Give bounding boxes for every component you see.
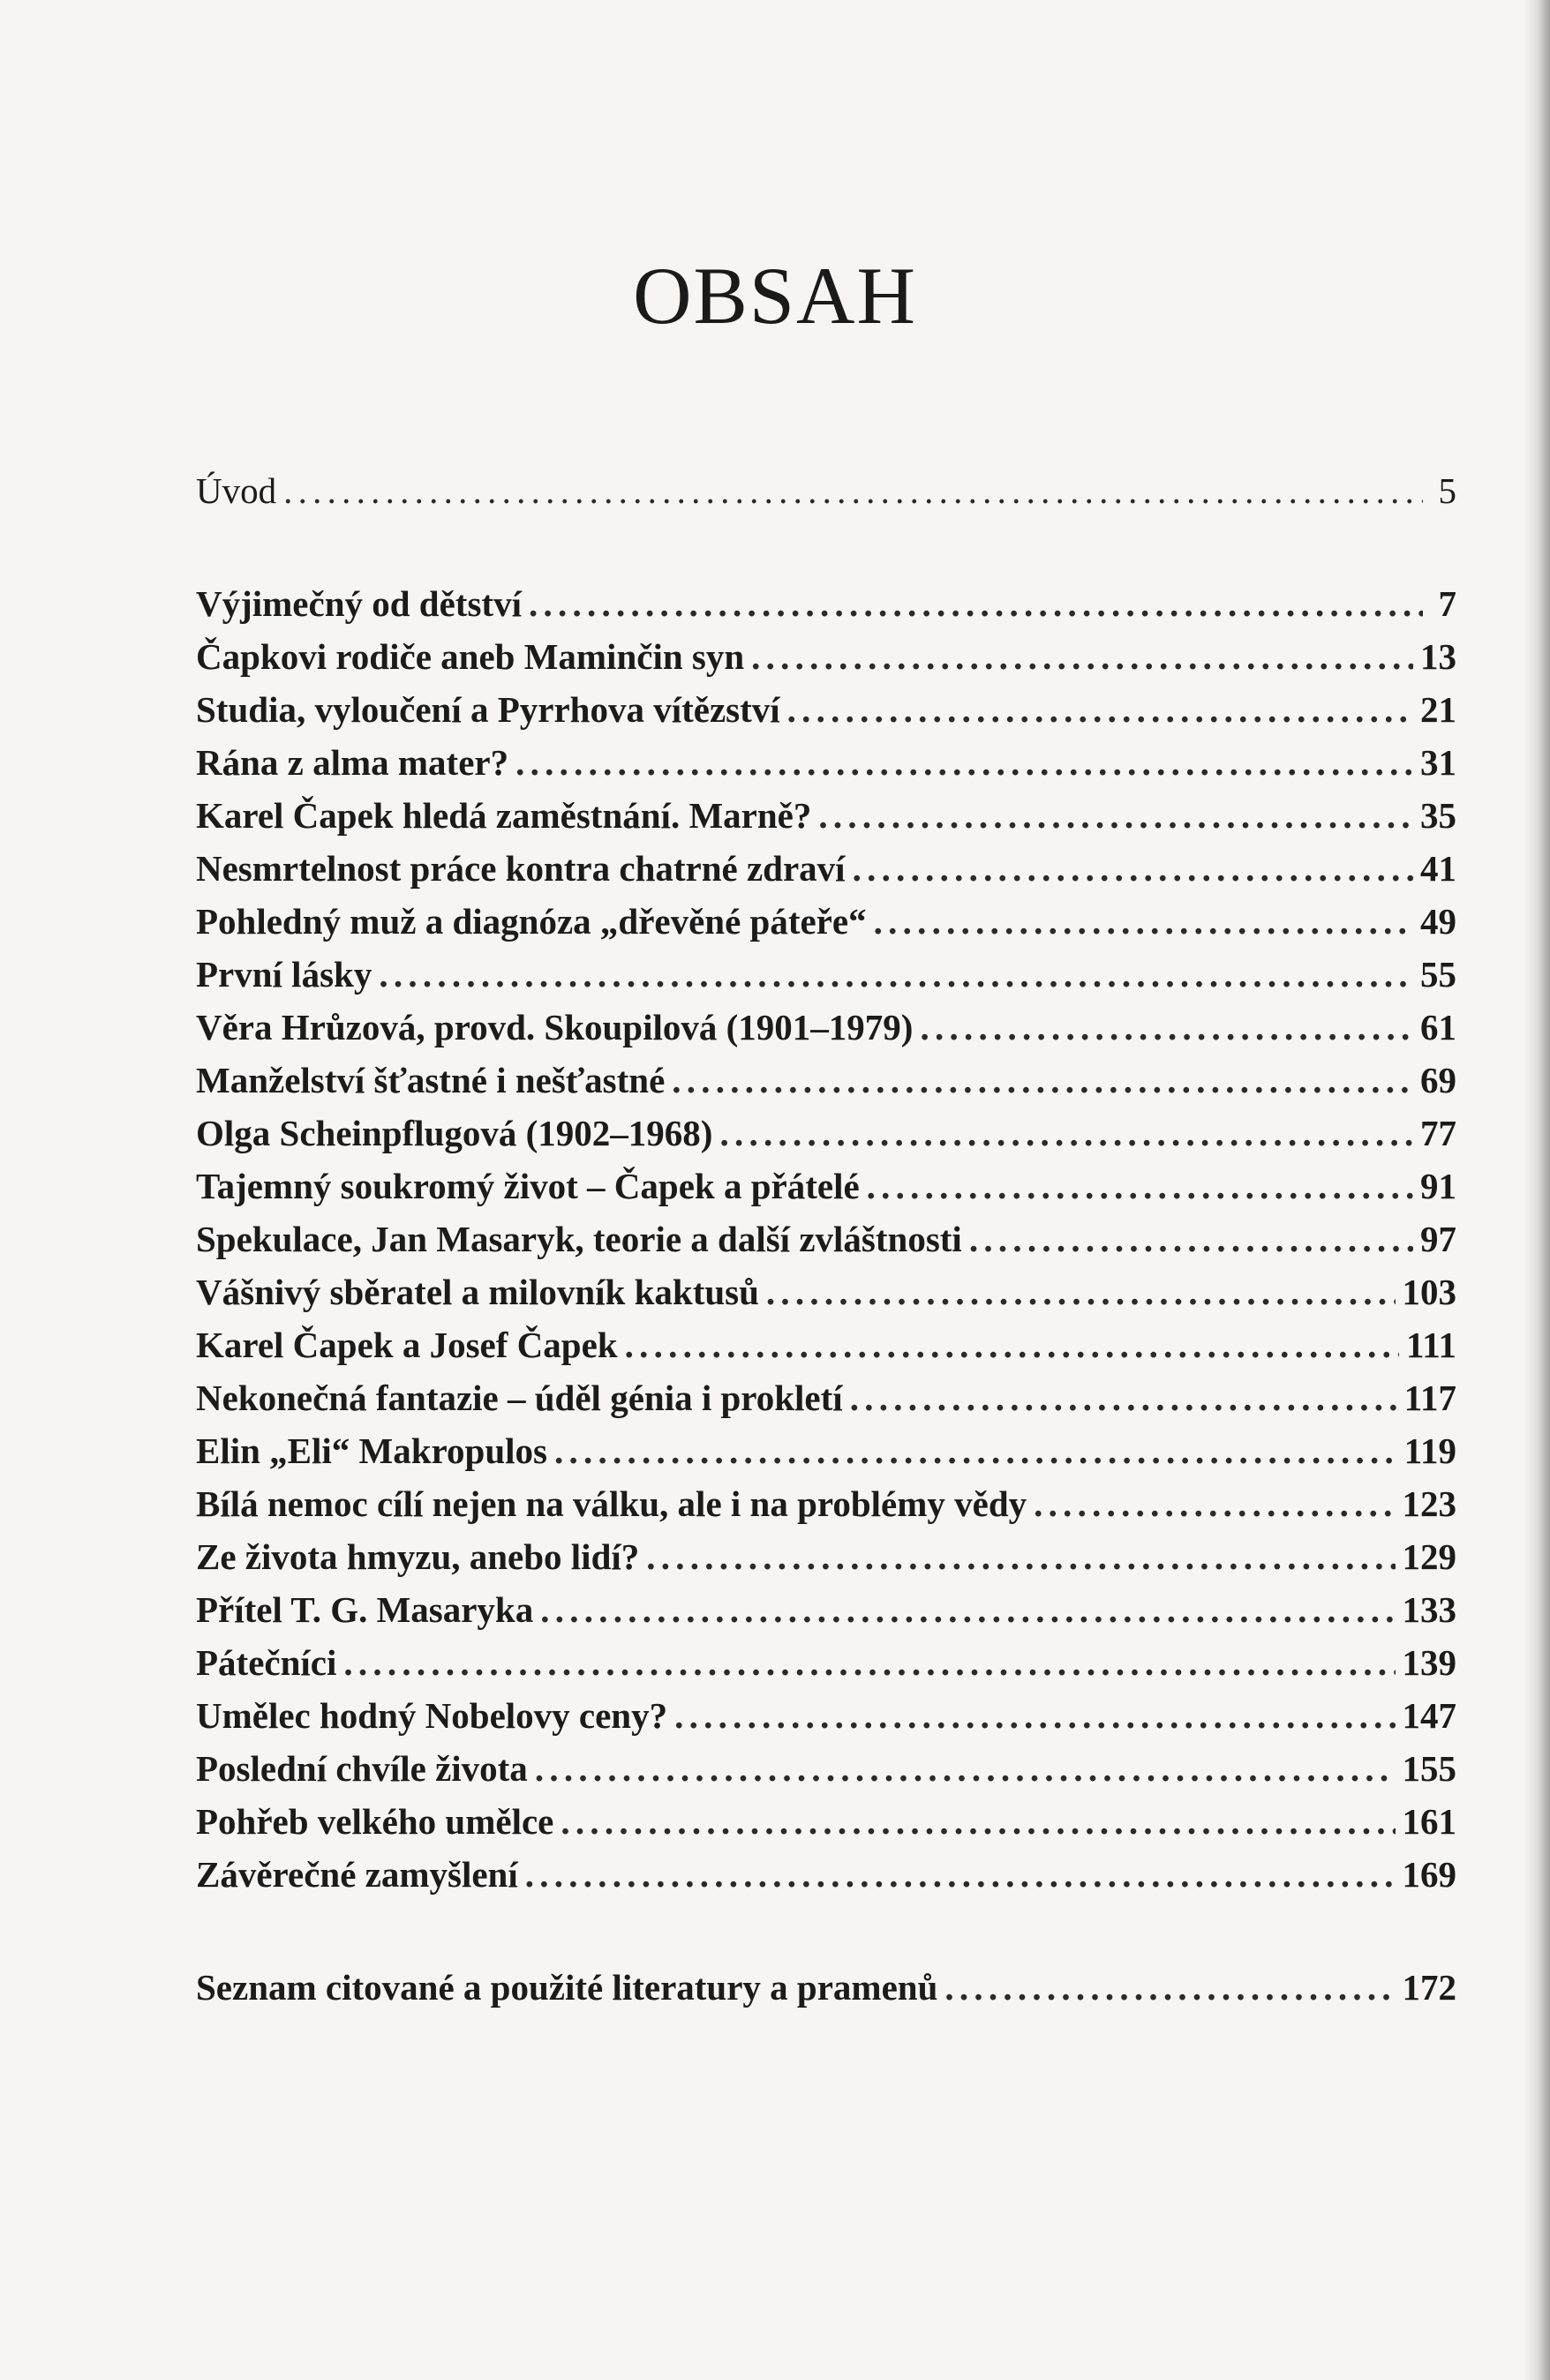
toc-entry [196,1588,1456,1641]
toc-entry-title: Nesmrtelnost práce kontra chatrné zdraví [196,848,846,889]
dot-leader [625,1324,1399,1366]
toc-entry-page: 61 [1420,1007,1456,1047]
toc-entry [196,635,1456,688]
toc-entry-page: 147 [1402,1695,1456,1736]
toc-entry-page: 172 [1402,1967,1456,2008]
toc-entry-title: Čapkovi rodiče aneb Maminčin syn [196,636,745,677]
toc-entry-title: Věra Hrůzová, provd. Skoupilová (1901–1979) [196,1007,914,1047]
toc-entry-title: Poslední chvíle života [196,1748,528,1789]
toc-entry [196,1853,1456,1906]
dot-leader [751,635,1413,678]
dot-leader [766,1271,1396,1313]
dot-leader [672,1059,1413,1101]
toc-entry-page: 155 [1402,1748,1456,1789]
toc-entry [196,1218,1456,1271]
dot-leader [1034,1483,1395,1525]
dot-leader [944,1966,1395,2008]
toc-entry-page: 117 [1403,1378,1456,1418]
dot-leader [561,1800,1395,1843]
toc-entry-title: Úvod [196,470,277,511]
dot-leader [674,1694,1395,1737]
toc-entry [196,900,1456,953]
toc-entry-title: Pohledný muž a diagnóza „dřevěné páteře“ [196,901,867,942]
toc-entry [196,1747,1456,1800]
toc-entry-page: 35 [1420,795,1456,836]
toc-entry-page: 119 [1403,1430,1456,1471]
toc-entry-page: 77 [1420,1113,1456,1153]
dot-leader [920,1006,1413,1048]
dot-leader [646,1535,1395,1578]
toc-entry-page: 133 [1402,1589,1456,1630]
toc-entry [196,1165,1456,1218]
toc-entry [196,741,1456,794]
toc-entry-title: Vášnivý sběratel a milovník kaktusů [196,1272,759,1312]
toc-entry-title: Manželství šťastné i nešťastné [196,1060,666,1100]
toc-entry-title: Karel Čapek hledá zaměstnání. Marně? [196,795,812,836]
toc-entry-title: Olga Scheinpflugová (1902–1968) [196,1113,713,1153]
toc-entry-title: Bílá nemoc cílí nejen na válku, ale i na problémy vědy [196,1483,1027,1524]
toc-entry-title: Pohřeb velkého umělce [196,1801,554,1842]
toc-entry-bibliography [196,1966,1456,2019]
dot-leader [529,582,1423,625]
toc-entry-page: 41 [1420,848,1456,889]
toc-entry-page: 91 [1420,1166,1456,1206]
toc-entry-page: 55 [1420,954,1456,995]
dot-leader [867,1165,1413,1207]
toc-entry [196,953,1456,1006]
toc-entry-title: Nekonečná fantazie – úděl génia i prokletí [196,1378,843,1418]
toc-entry [196,1324,1456,1377]
toc-entry [196,1535,1456,1588]
dot-leader [554,1430,1397,1472]
toc-entry-page: 97 [1420,1219,1456,1259]
toc-entry-title: Elin „Eli“ Makropulos [196,1430,547,1471]
toc-entry [196,847,1456,900]
dot-leader [283,469,1423,512]
toc-entry [196,1641,1456,1694]
dot-leader [874,900,1413,942]
page-edge-shadow [1524,0,1550,2380]
toc-entry-title: Pátečníci [196,1642,337,1683]
toc-entry [196,1059,1456,1112]
toc-entry-title: Přítel T. G. Masaryka [196,1589,534,1630]
toc-entry-page: 69 [1420,1060,1456,1100]
toc-entry-title: Ze života hmyzu, anebo lidí? [196,1536,640,1577]
toc-entry-page: 31 [1420,742,1456,783]
toc-entry-title: Výjimečný od dětství [196,583,522,624]
toc-entry-title: Rána z alma mater? [196,742,509,783]
dot-leader [853,847,1413,890]
toc-entry [196,794,1456,847]
dot-leader [850,1377,1397,1419]
toc-entry-page: 161 [1402,1801,1456,1842]
toc-entry-page: 13 [1420,636,1456,677]
toc-entry [196,1800,1456,1853]
toc-entry-page: 123 [1402,1483,1456,1524]
toc-entry-title: Seznam citované a použité literatury a pramenů [196,1967,938,2008]
toc-entry [196,1006,1456,1059]
toc-entry [196,1271,1456,1324]
toc-entry-page: 5 [1438,470,1456,511]
dot-leader [719,1112,1413,1154]
toc-entry-page: 139 [1402,1642,1456,1683]
toc-entry-page: 169 [1402,1854,1456,1895]
toc-entry-page: 103 [1402,1272,1456,1312]
toc-entry [196,1430,1456,1483]
toc-entry-title: Umělec hodný Nobelovy ceny? [196,1695,668,1736]
toc-entry [196,1377,1456,1430]
page-title: OBSAH [633,251,917,341]
toc-entry [196,688,1456,741]
toc-entry-title: Tajemný soukromý život – Čapek a přátelé [196,1166,860,1206]
toc-entry [196,469,1456,522]
dot-leader [818,794,1413,837]
toc-entry-page: 21 [1420,689,1456,730]
toc-entry-title: Studia, vyloučení a Pyrrhova vítězství [196,689,780,730]
toc-entry [196,582,1456,635]
dot-leader [343,1641,1395,1684]
dot-leader [969,1218,1413,1260]
dot-leader [535,1747,1396,1790]
dot-leader [787,688,1413,731]
toc-entry-title: Spekulace, Jan Masaryk, teorie a další zvláštnosti [196,1219,962,1259]
dot-leader [525,1853,1396,1896]
toc-entry-title: První lásky [196,954,372,995]
toc-entry [196,1483,1456,1535]
toc-entry-title: Závěrečné zamyšlení [196,1854,518,1895]
toc-entry-page: 111 [1406,1325,1456,1365]
toc-entry-page: 49 [1420,901,1456,942]
toc-entry [196,1112,1456,1165]
toc-entry-page: 7 [1438,583,1456,624]
dot-leader [515,741,1413,784]
dot-leader [540,1588,1395,1631]
dot-leader [379,953,1413,995]
toc-entry-title: Karel Čapek a Josef Čapek [196,1325,618,1365]
toc-entry [196,1694,1456,1747]
toc-entry-page: 129 [1402,1536,1456,1577]
